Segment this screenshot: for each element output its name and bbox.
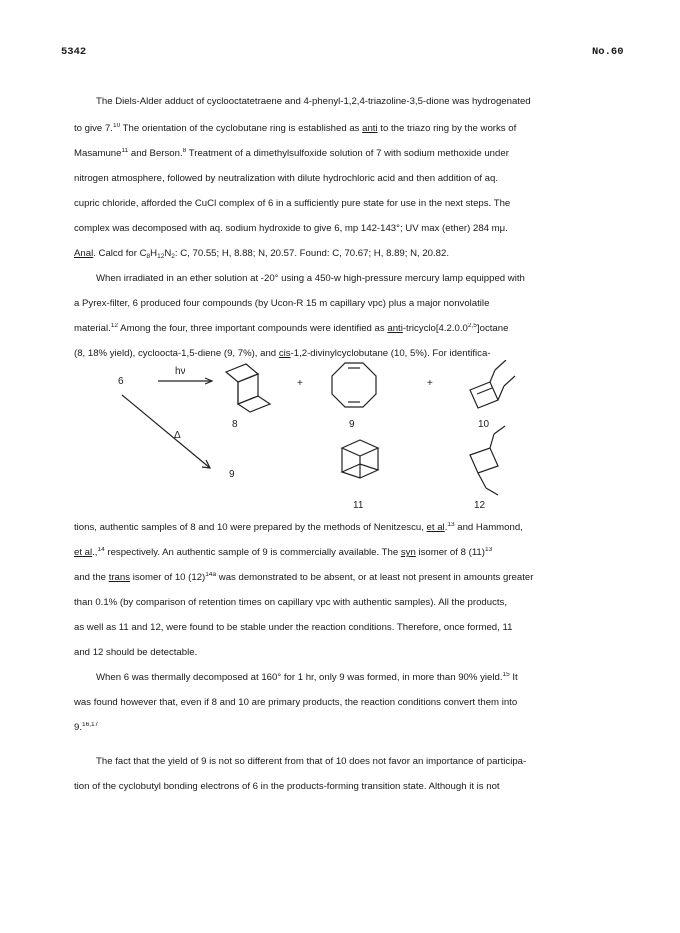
para2-line2: a Pyrex-filter, 6 produced four compounds (by Ucon-R 15 m capillary vpc) plus a major nonvolatile bbox=[74, 298, 490, 309]
page-number: 5342 bbox=[61, 46, 87, 58]
label-8: 8 bbox=[232, 419, 238, 430]
hv-label: hν bbox=[175, 366, 186, 377]
para5-line1: The fact that the yield of 9 is not so different from that of 10 does not favor an importance of participa- bbox=[96, 756, 527, 767]
structure-8 bbox=[226, 364, 270, 412]
para3-line2: et al.,$^{14}$ respectively. An authentic sample of 9 is commercially available. The syn isomer of 8 $(11)^{13}$ bbox=[74, 547, 493, 558]
thermal-arrow bbox=[122, 395, 210, 468]
reaction-scheme bbox=[0, 360, 680, 515]
para3-line6: and 12 should be detectable. bbox=[74, 647, 198, 658]
issue-number: No.60 bbox=[592, 46, 624, 58]
para1-line4: nitrogen atmosphere, followed by neutralization with dilute hydrochloric acid and then addition of aq. bbox=[74, 173, 498, 184]
para3-line1: tions, authentic samples of 8 and 10 were prepared by the methods of Nenitzescu, et al.$^{13}$ and Hammond, bbox=[74, 522, 523, 533]
para1-line6: complex was decomposed with aq. sodium hydroxide to give 6, mp 142-143°; UV max (ether) 284 mμ. bbox=[74, 223, 508, 234]
para1-line7: Anal. Calcd for $C_8H_{12}N_2$: C, 70.55; H, 8.88; N, 20.57. Found: C, 70.67; H, 8.89; N, 20.82. bbox=[74, 248, 450, 259]
plus-sign-2: + bbox=[427, 378, 433, 389]
para1-line1: The Diels-Alder adduct of cyclooctatetraene and 4-phenyl-1,2,4-triazoline-3,5-dione was hydrogenated bbox=[96, 96, 531, 107]
para4-line3: 9.$^{16,17}$ bbox=[74, 722, 99, 733]
label-6: 6 bbox=[118, 376, 124, 387]
plus-sign-1: + bbox=[297, 378, 303, 389]
para1-line5: cupric chloride, afforded the CuCl complex of 6 in a sufficiently pure state for use in the next steps. The bbox=[74, 198, 511, 209]
para1-line2: to give 7.10 The orientation of the cyclobutane ring is established as anti to the triazo ring by the works of bbox=[74, 123, 517, 134]
para5-line2: tion of the cyclobutyl bonding electrons of 6 in the products-forming transition state. Although it is not bbox=[74, 781, 500, 792]
label-9: 9 bbox=[349, 419, 355, 430]
label-10: 10 bbox=[478, 419, 490, 430]
para3-line3: and the trans isomer of 10 $(12)^{14a}$ was demonstrated to be absent, or at least not present in amounts greater bbox=[74, 572, 534, 583]
structure-12 bbox=[470, 426, 505, 495]
delta-label: Δ bbox=[174, 430, 181, 441]
para4-line2: was found however that, even if 8 and 10 are primary products, the reaction conditions convert them into bbox=[74, 697, 518, 708]
para2-line1: When irradiated in an ether solution at -20° using a 450-w high-pressure mercury lamp equipped with bbox=[96, 273, 525, 284]
label-11: 11 bbox=[353, 500, 364, 511]
structure-10 bbox=[470, 360, 515, 408]
para4-line1: When 6 was thermally decomposed at 160° for 1 hr, only 9 was formed, in more than 90% yield.$^{15}$ It bbox=[96, 672, 518, 683]
label-9-thermal: 9 bbox=[229, 469, 235, 480]
para1-line3: Masamune$^{11}$ and Berson.$^8$ Treatment of a dimethylsulfoxide solution of 7 with sodium methoxide under bbox=[74, 148, 509, 159]
para2-line4: (8, 18% yield), cycloocta-1,5-diene (9, 7%), and cis-1,2-divinylcyclobutane (10, 5%). For identifica- bbox=[74, 348, 491, 359]
label-12: 12 bbox=[474, 500, 486, 511]
structure-9 bbox=[332, 363, 376, 407]
para2-line3: material.$^{12}$ Among the four, three important compounds were identified as anti-tricyclo[4.2.0.0$^{2,5}$]octane bbox=[74, 323, 509, 334]
para3-line5: as well as 11 and 12, were found to be stable under the reaction conditions. Therefore, once formed, 11 bbox=[74, 622, 513, 633]
para3-line4: than 0.1% (by comparison of retention times on capillary vpc with authentic samples). All the products, bbox=[74, 597, 507, 608]
structure-11 bbox=[342, 440, 378, 478]
